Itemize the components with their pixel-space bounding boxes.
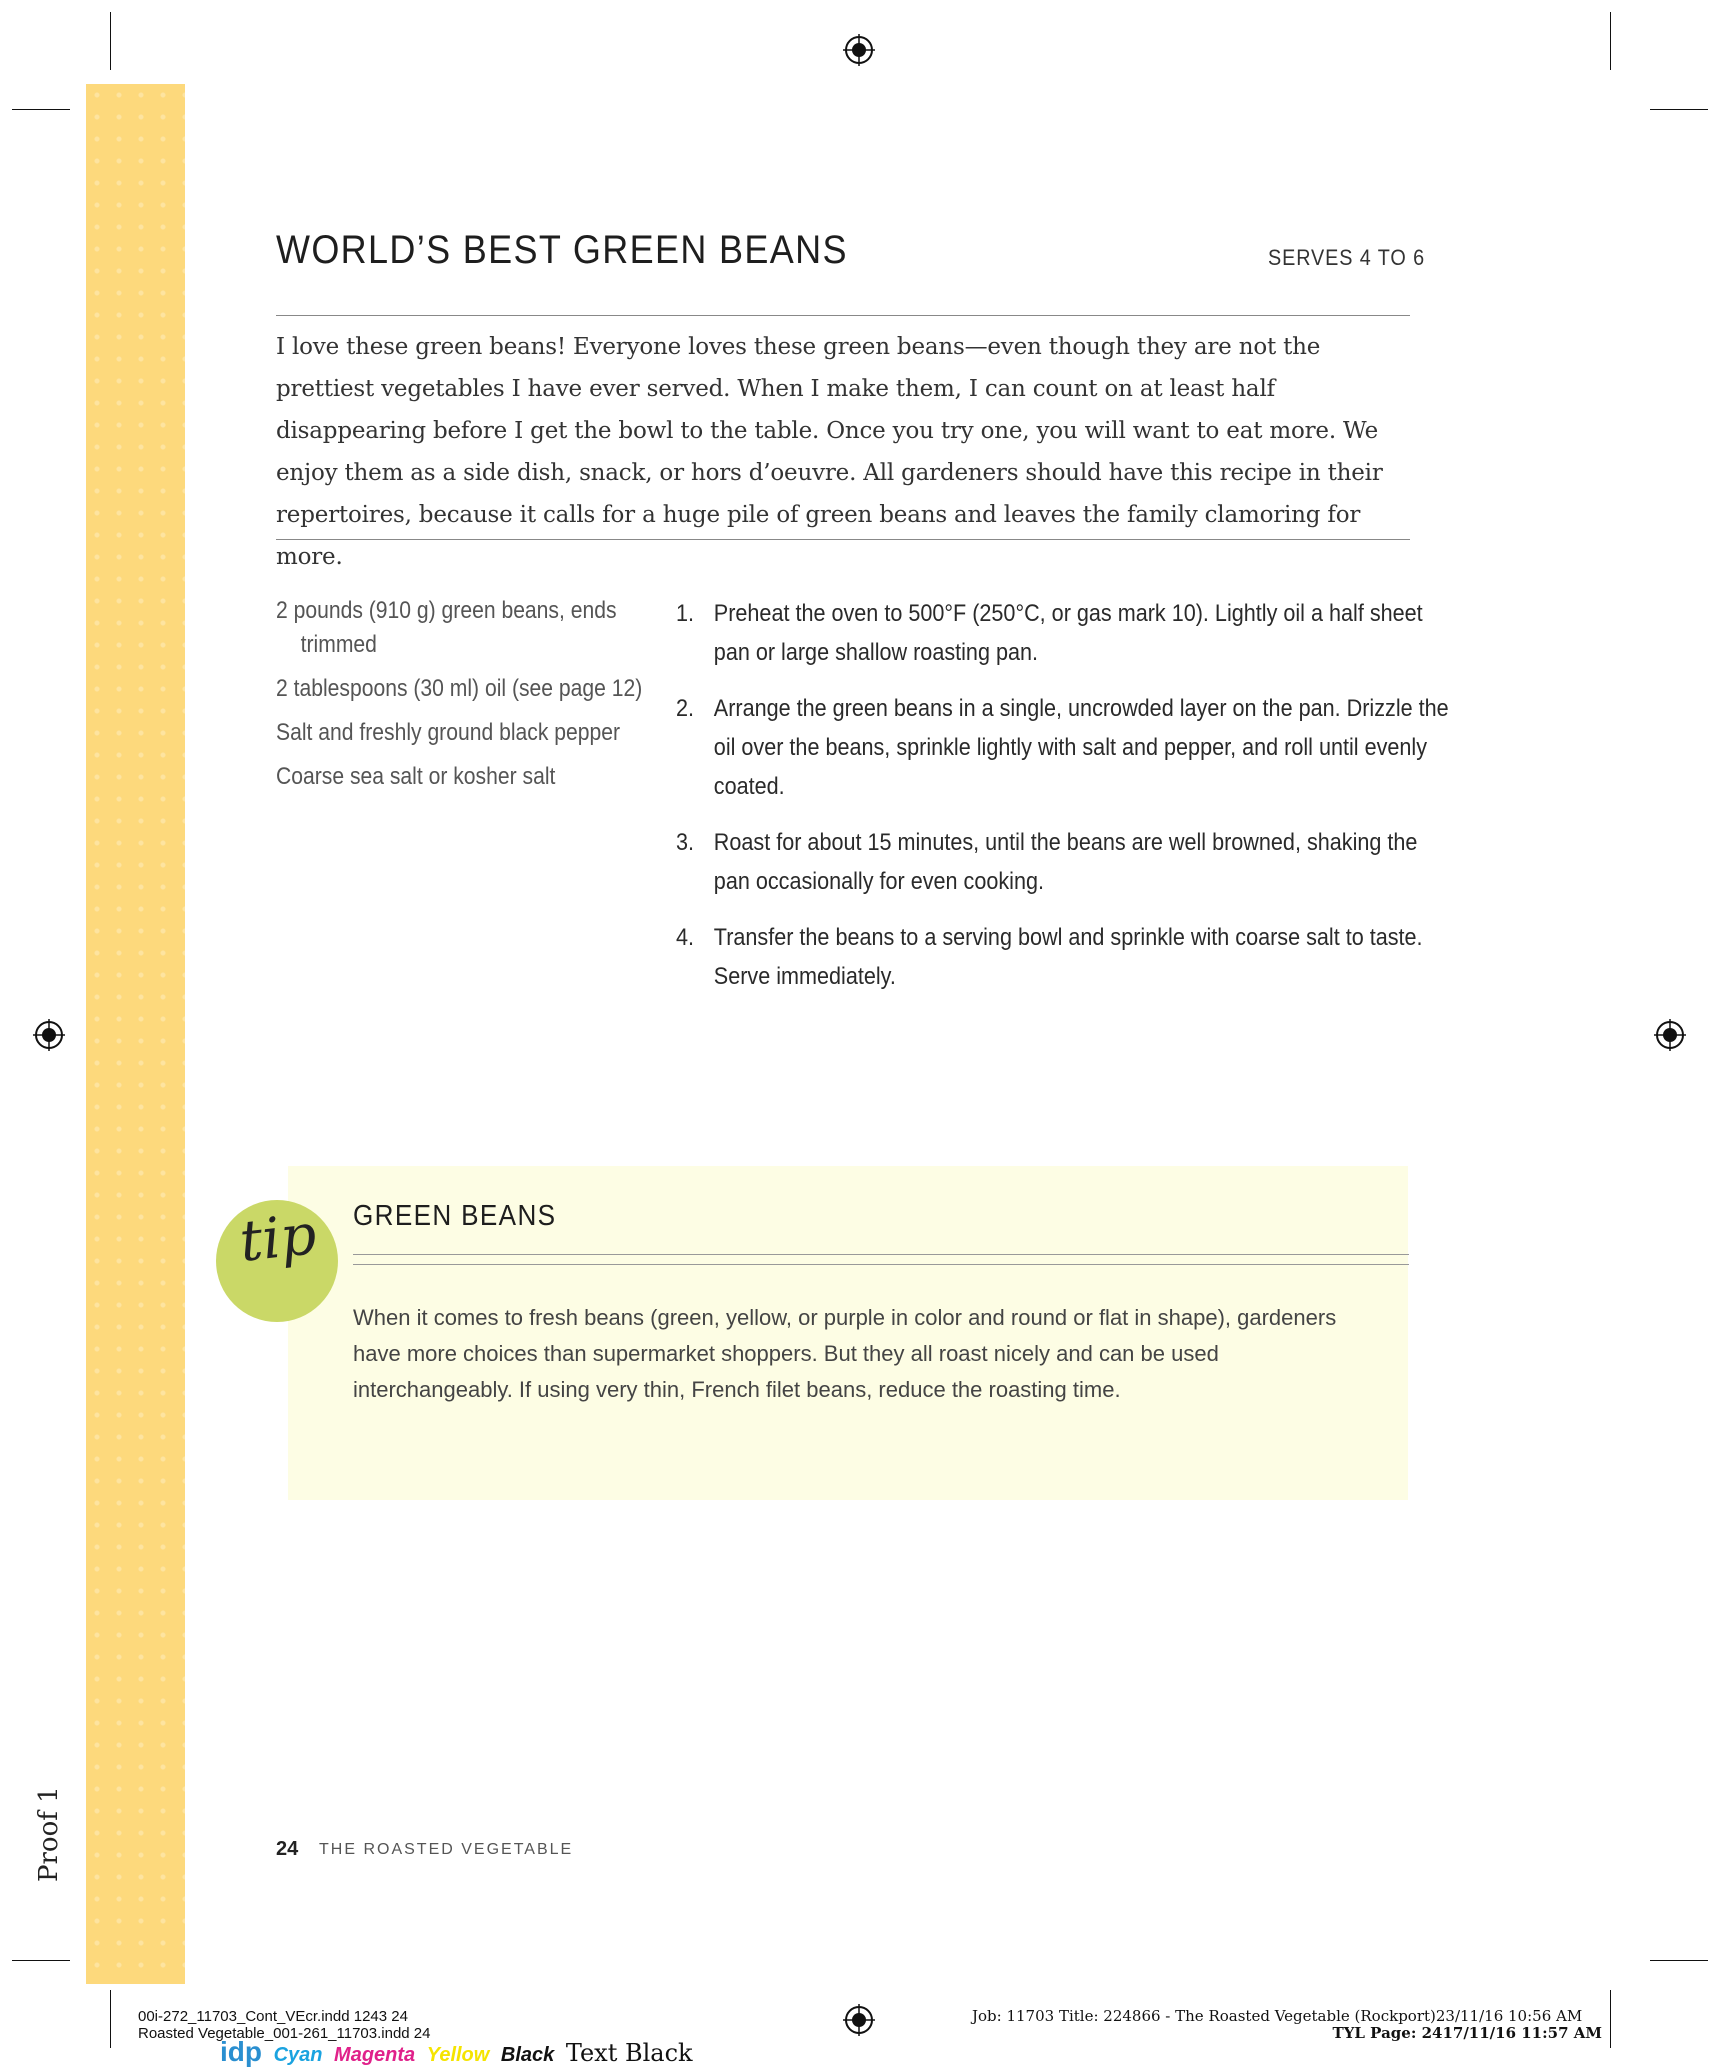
idp-logo: idp [220,2036,262,2067]
crop-mark [110,1990,111,2048]
divider [353,1254,1409,1255]
step-item [676,823,1452,901]
registration-mark-icon [33,1019,65,1051]
recipe-serves: SERVES 4 TO 6 [1268,245,1425,270]
ingredient-item: Salt and freshly ground black pepper [276,719,621,746]
color-magenta: Magenta [334,2044,416,2066]
step-item [676,594,1452,672]
divider [353,1264,1409,1265]
crop-mark [1650,109,1708,110]
tip-badge-label: tip [236,1202,320,1275]
divider [276,539,1410,540]
color-text-black: Text Black [565,2039,693,2067]
recipe-intro: I love these green beans! Everyone loves these green beans—even though they are not the prettiest vegetables I have ever served. When I make them, I can count on at least half disappearing before I get the bowl to the table. Once you try one, you will want to eat more. We enjoy them as a side dish, snack, or hors d’oeuvre. All gardeners should have this recipe in their repertoires, because it calls for a huge pile of green beans and leaves the family clamoring for more. [276,334,1383,570]
step-number: 4. [676,924,695,951]
slug-line: Job: 11703 Title: 224866 - The Roasted Vegetable (Rockport)23/11/16 10:56 AM [972,2007,1583,2025]
crop-mark [1610,12,1611,70]
registration-mark-icon [1654,1019,1686,1051]
step-text: Preheat the oven to 500°F (250°C, or gas mark 10). Lightly oil a half sheet pan or large shallow roasting pan. [713,600,1423,666]
slug-line: Roasted Vegetable_001-261_11703.indd 24 [138,2025,431,2042]
ingredient-list [276,594,646,804]
decorative-side-bar [86,84,185,1984]
recipe-title: WORLD’S BEST GREEN BEANS [276,228,848,272]
ingredient-item: 2 tablespoons (30 ml) oil (see page 12) [276,675,643,702]
step-number: 2. [676,695,695,722]
color-separation-bar [220,2036,699,2068]
page-number: 24 [276,1838,299,1860]
running-footer: THE ROASTED VEGETABLE [319,1841,574,1858]
registration-mark-icon [843,34,875,66]
registration-mark-icon [843,2004,875,2036]
step-item [676,689,1452,806]
crop-mark [12,109,70,110]
ingredient-item: Coarse sea salt or kosher salt [276,763,556,790]
tip-body: When it comes to fresh beans (green, yellow, or purple in color and round or flat in shape), gardeners have more choices than supermarket shoppers. But they all roast nicely and can be used interchangeably. If using very thin, French filet beans, reduce the roasting time. [353,1305,1337,1402]
crop-mark [1650,1960,1708,1961]
slug-line: TYL Page: 2417/11/16 11:57 AM [1332,2024,1602,2042]
proof-label: Proof 1 [34,1786,64,1882]
color-yellow: Yellow [426,2044,490,2066]
slug-line: 00i-272_11703_Cont_VEcr.indd 1243 24 [138,2008,408,2025]
crop-mark [110,12,111,70]
step-item [676,918,1452,996]
step-number: 1. [676,600,695,627]
step-number: 3. [676,829,695,856]
color-black: Black [500,2044,555,2066]
step-text: Transfer the beans to a serving bowl and sprinkle with coarse salt to taste. Serve immediately. [713,924,1423,990]
ingredient-item: 2 pounds (910 g) green beans, ends trimmed [276,597,617,658]
crop-mark [12,1960,70,1961]
color-cyan: Cyan [273,2044,323,2066]
divider [276,315,1410,316]
crop-mark [1610,1990,1611,2048]
tip-title: GREEN BEANS [353,1200,557,1232]
step-text: Roast for about 15 minutes, until the beans are well browned, shaking the pan occasionally for even cooking. [713,829,1418,895]
step-text: Arrange the green beans in a single, uncrowded layer on the pan. Drizzle the oil over the beans, sprinkle lightly with salt and pepper, and roll until evenly coated. [713,695,1449,800]
method-steps [676,594,1449,1013]
slug-job-info [972,2008,1602,2042]
